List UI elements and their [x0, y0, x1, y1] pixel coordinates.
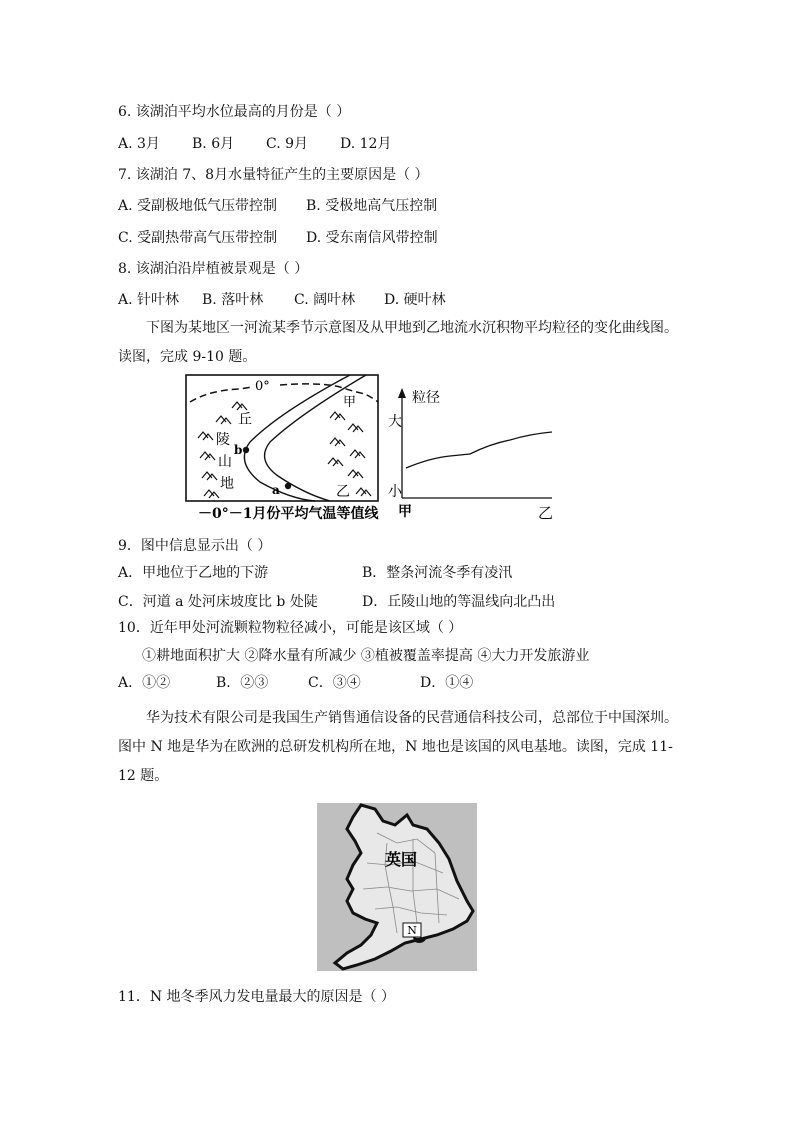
q6-option-b: B. 6月: [192, 136, 235, 152]
q10-option-b: B．②③: [216, 675, 269, 691]
q10-option-c: C．③④: [308, 675, 361, 691]
intro-9-10: 下图为某地区一河流某季节示意图及从甲地到乙地流水沉积物平均粒径的变化曲线图。读图，完成 9-10 题。: [118, 320, 678, 365]
q8-option-b: B. 落叶林: [202, 292, 264, 308]
river-figure: [180, 372, 580, 522]
hill-char-3: 山: [218, 454, 232, 470]
n-label: N: [407, 924, 417, 937]
isotherm-label: 0°: [255, 379, 270, 394]
q8-option-c: C. 阔叶林: [294, 292, 356, 308]
q8-option-a: A. 针叶林: [118, 292, 180, 308]
q9-option-b: B．整条河流冬季有凌汛: [362, 565, 513, 581]
q10-stem: 10．近年甲处河流颗粒物粒径减小，可能是该区域（ ）: [118, 620, 463, 636]
point-a-label: a: [272, 483, 280, 497]
q11-stem: 11．N 地冬季风力发电量最大的原因是（ ）: [118, 989, 395, 1005]
q8-option-d: D. 硬叶林: [384, 292, 446, 308]
q10-option-a: A．①②: [118, 675, 171, 691]
country-label: 英国: [384, 850, 418, 869]
place-yi-label: 乙: [336, 484, 350, 500]
q8-stem: 8. 该湖泊沿岸植被景观是（ ）: [118, 261, 309, 277]
q7-option-c: C. 受副热带高气压带控制: [118, 230, 278, 246]
q6-stem: 6. 该湖泊平均水位最高的月份是（ ）: [118, 104, 351, 120]
graph-y-arrow: [398, 388, 406, 398]
q9-option-d: D．丘陵山地的等温线向北凸出: [362, 594, 556, 610]
q9-option-a: A．甲地位于乙地的下游: [118, 565, 269, 581]
graph-small-label: 小: [388, 484, 402, 500]
place-jia-label: 甲: [343, 395, 357, 410]
q10-items: ①耕地面积扩大 ②降水量有所减少 ③植被覆盖率提高 ④大力开发旅游业: [142, 648, 590, 664]
point-b-marker: [243, 447, 249, 453]
graph-ylabel: 粒径: [412, 390, 440, 406]
q6-option-a: A. 3月: [118, 136, 160, 152]
graph-big-label: 大: [388, 414, 402, 430]
q6-option-d: D. 12月: [340, 136, 392, 152]
q6-option-c: C. 9月: [266, 136, 309, 152]
hill-char-1: 丘: [238, 412, 252, 428]
isotherm-caption: －0°－1月份平均气温等值线: [198, 506, 379, 522]
q10-option-d: D．①④: [420, 675, 474, 691]
q7-option-d: D. 受东南信风带控制: [306, 230, 438, 246]
grain-size-curve: [406, 432, 552, 468]
map-frame: [186, 375, 378, 501]
hill-char-2: 陵: [216, 432, 230, 448]
point-b-label: b: [234, 443, 243, 457]
graph-x-end: 乙: [538, 504, 554, 522]
q7-option-b: B. 受极地高气压控制: [306, 198, 438, 214]
hill-char-4: 地: [220, 476, 234, 492]
q7-option-a: A. 受副极地低气压带控制: [118, 198, 278, 214]
intro-11-12: 华为技术有限公司是我国生产销售通信设备的民营通信科技公司，总部位于中国深圳。图中 N 地是华为在欧洲的总研发机构所在地，N 地也是该国的风电基地。读图，完成 11-12 题。: [118, 710, 678, 784]
point-a-marker: [285, 483, 291, 489]
q9-option-c: C．河道 a 处河床坡度比 b 处陡: [118, 594, 318, 610]
q7-stem: 7. 该湖泊 7、8月水量特征产生的主要原因是（ ）: [118, 167, 429, 183]
graph-x-start: 甲: [398, 504, 412, 520]
uk-map: [317, 803, 477, 971]
q9-stem: 9．图中信息显示出（ ）: [118, 538, 272, 554]
